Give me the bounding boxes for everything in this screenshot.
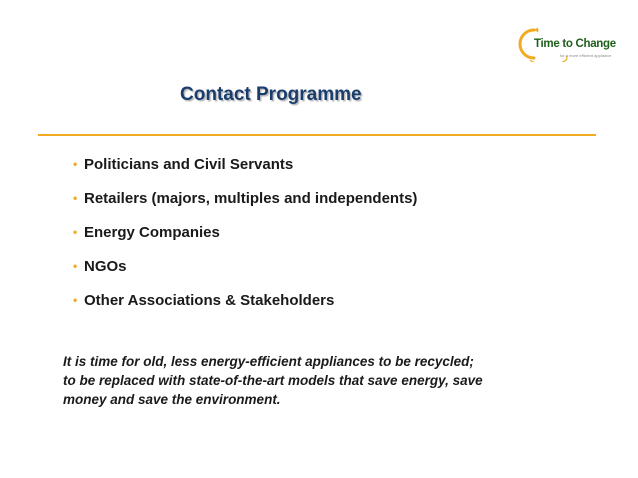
slide-title: Contact Programme xyxy=(180,84,362,105)
time-to-change-logo xyxy=(512,26,624,62)
statement-line: It is time for old, less energy-efficient appliances to be recycled; xyxy=(63,354,474,369)
bullet-dot-icon: • xyxy=(73,191,78,205)
bullet-text: NGOs xyxy=(84,258,127,275)
title-divider xyxy=(38,134,596,136)
closing-statement xyxy=(63,352,593,409)
bullet-dot-icon: • xyxy=(73,225,78,239)
statement-line: to be replaced with state-of-the-art models that save energy, save xyxy=(63,373,483,388)
bullet-dot-icon: • xyxy=(73,293,78,307)
logo-tagline: for a more efficient appliance xyxy=(560,53,612,58)
bullet-dot-icon: • xyxy=(73,157,78,171)
statement-line: money and save the environment. xyxy=(63,392,281,407)
bullet-text: Retailers (majors, multiples and independents) xyxy=(84,190,418,207)
bullet-text: Politicians and Civil Servants xyxy=(84,156,294,173)
logo-title: Time to Change xyxy=(534,38,616,50)
bullet-text: Energy Companies xyxy=(84,224,220,241)
bullet-dot-icon: • xyxy=(73,259,78,273)
bullet-text: Other Associations & Stakeholders xyxy=(84,292,335,309)
